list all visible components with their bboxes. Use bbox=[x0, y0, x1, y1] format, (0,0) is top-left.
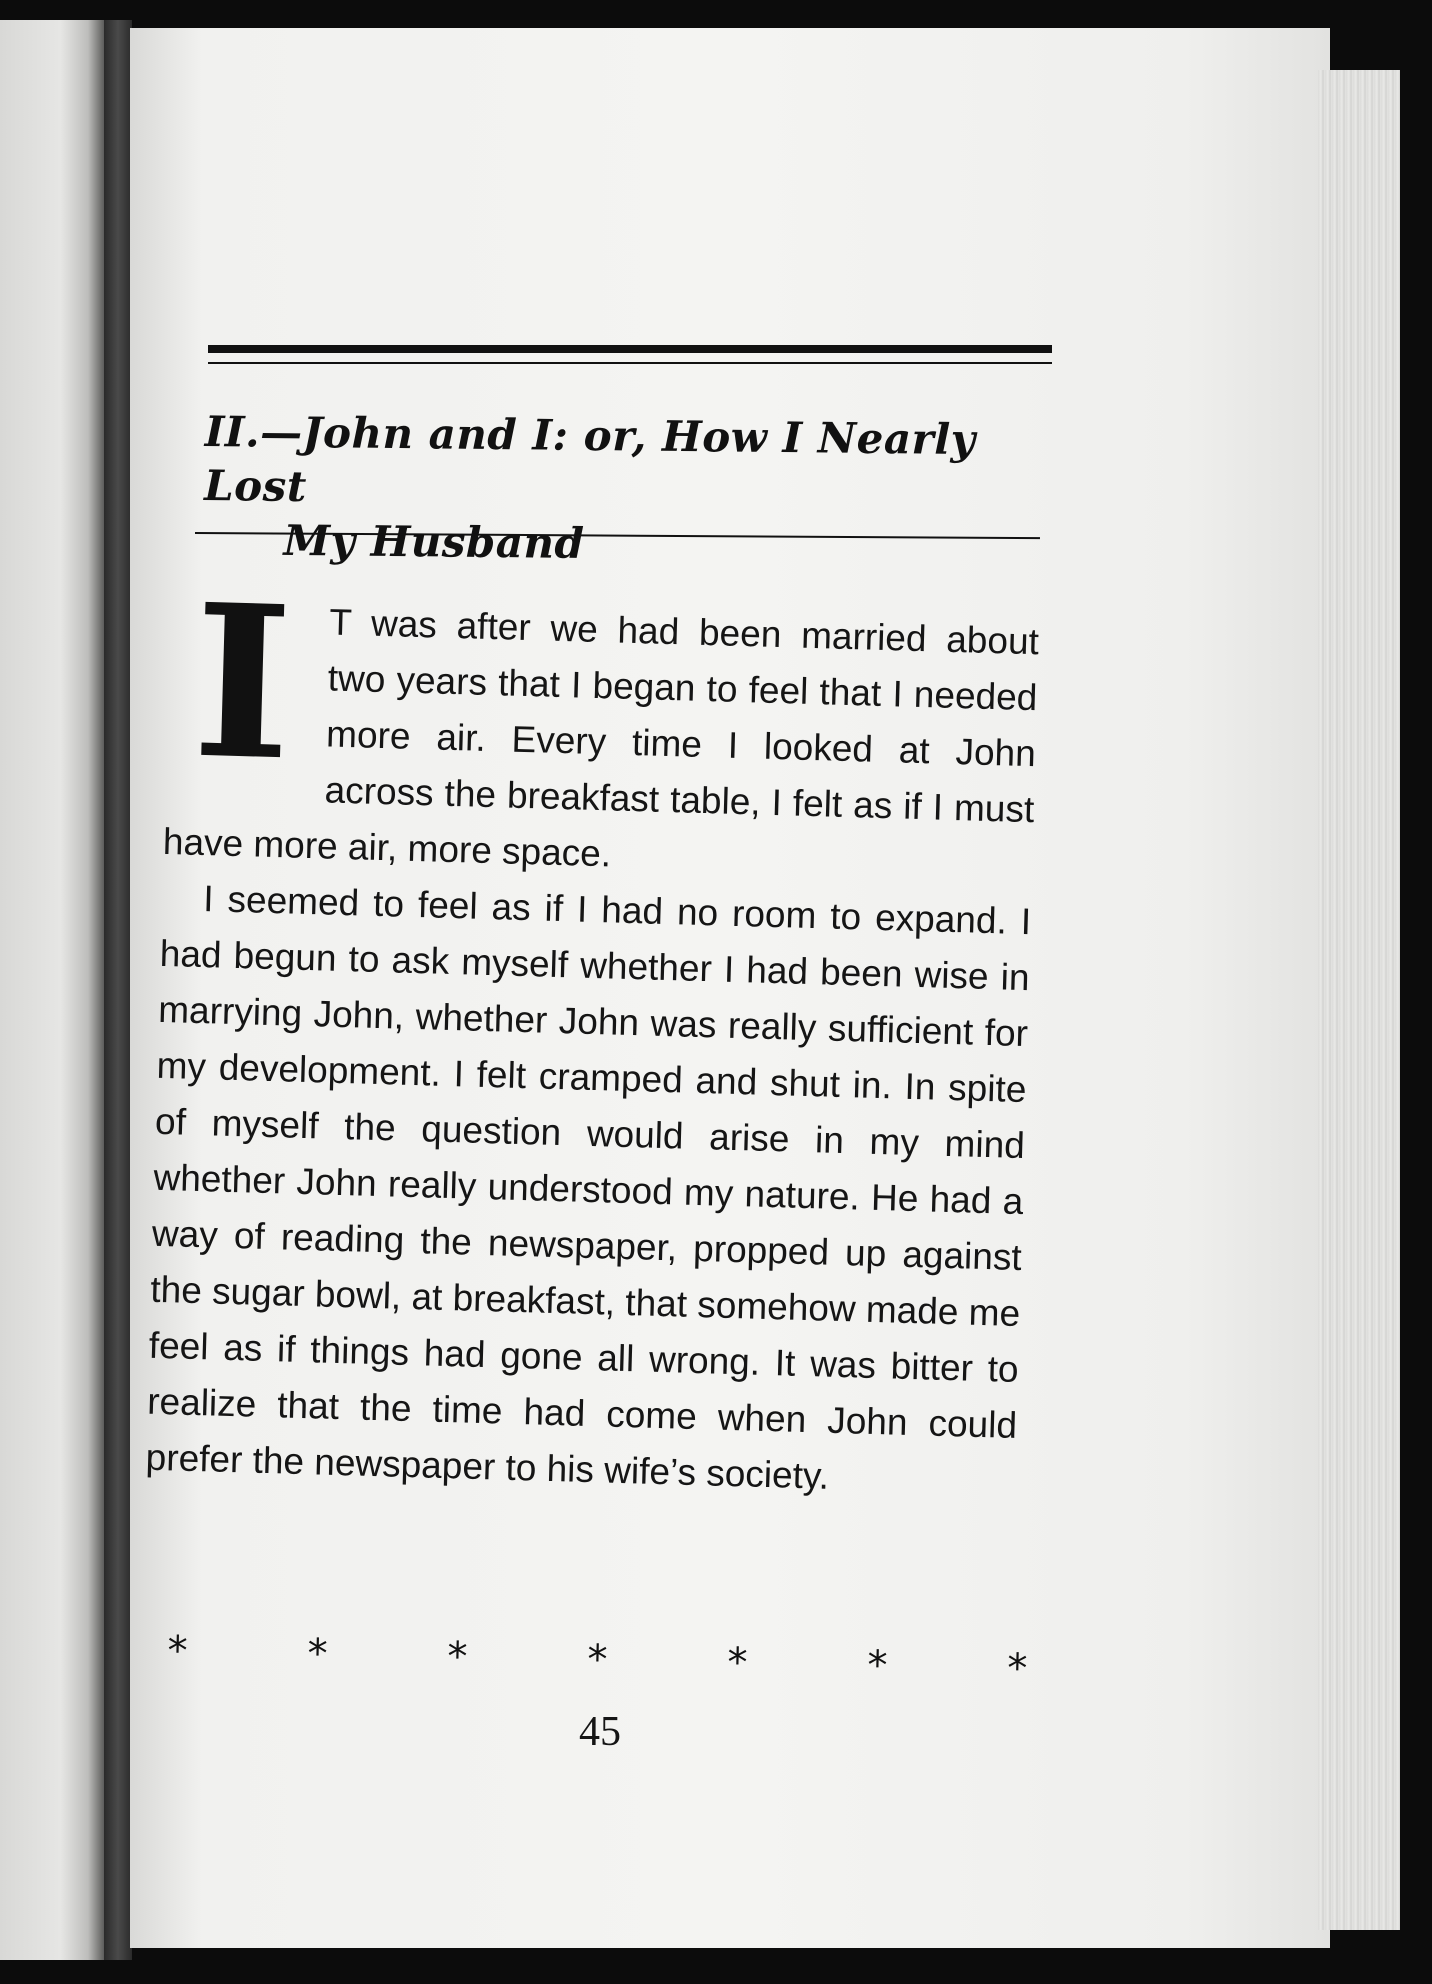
asterisk: * bbox=[167, 1628, 188, 1675]
chapter-body bbox=[145, 557, 1040, 1510]
paragraph-2: I seemed to feel as if I had no room to expand. I had begun to ask myself whether I had been wise in marrying John, whether John was really sufficient for my development. I felt cramped and shut in. In spite of myself the question would arise in my mind whether John really understood my nature. He had a way of reading the newspaper, propped up against the sugar bowl, at breakfast, that somehow made me feel as if things had gone all wrong. It was bitter to realize that the time had come when John could prefer the newspaper to his wife’s society. bbox=[145, 878, 1032, 1497]
drop-cap: I bbox=[190, 557, 296, 808]
asterisk: * bbox=[726, 1639, 748, 1687]
chapter-title-line-2: My Husband bbox=[283, 515, 585, 568]
asterisk: * bbox=[307, 1630, 328, 1678]
asterisk: * bbox=[1006, 1645, 1028, 1693]
book-gutter bbox=[104, 20, 132, 1960]
page-fore-edge bbox=[1318, 70, 1400, 1930]
asterisk: * bbox=[866, 1642, 888, 1690]
page-number: 45 bbox=[579, 1709, 621, 1755]
paragraph-1: T was after we had been married about two years that I began to feel that I needed more air. Every time I looked at John across the breakfast table, I felt as if I must have more air, more space. bbox=[162, 601, 1040, 875]
header-rule-thick bbox=[208, 345, 1052, 353]
header-rule-thin bbox=[208, 362, 1052, 364]
asterisk: * bbox=[586, 1636, 608, 1684]
asterisk: * bbox=[446, 1633, 468, 1681]
chapter-title-line-1: II.—John and I: or, How I Nearly Lost bbox=[203, 406, 976, 512]
previous-page-edge bbox=[0, 20, 110, 1960]
chapter-title bbox=[203, 405, 1065, 576]
